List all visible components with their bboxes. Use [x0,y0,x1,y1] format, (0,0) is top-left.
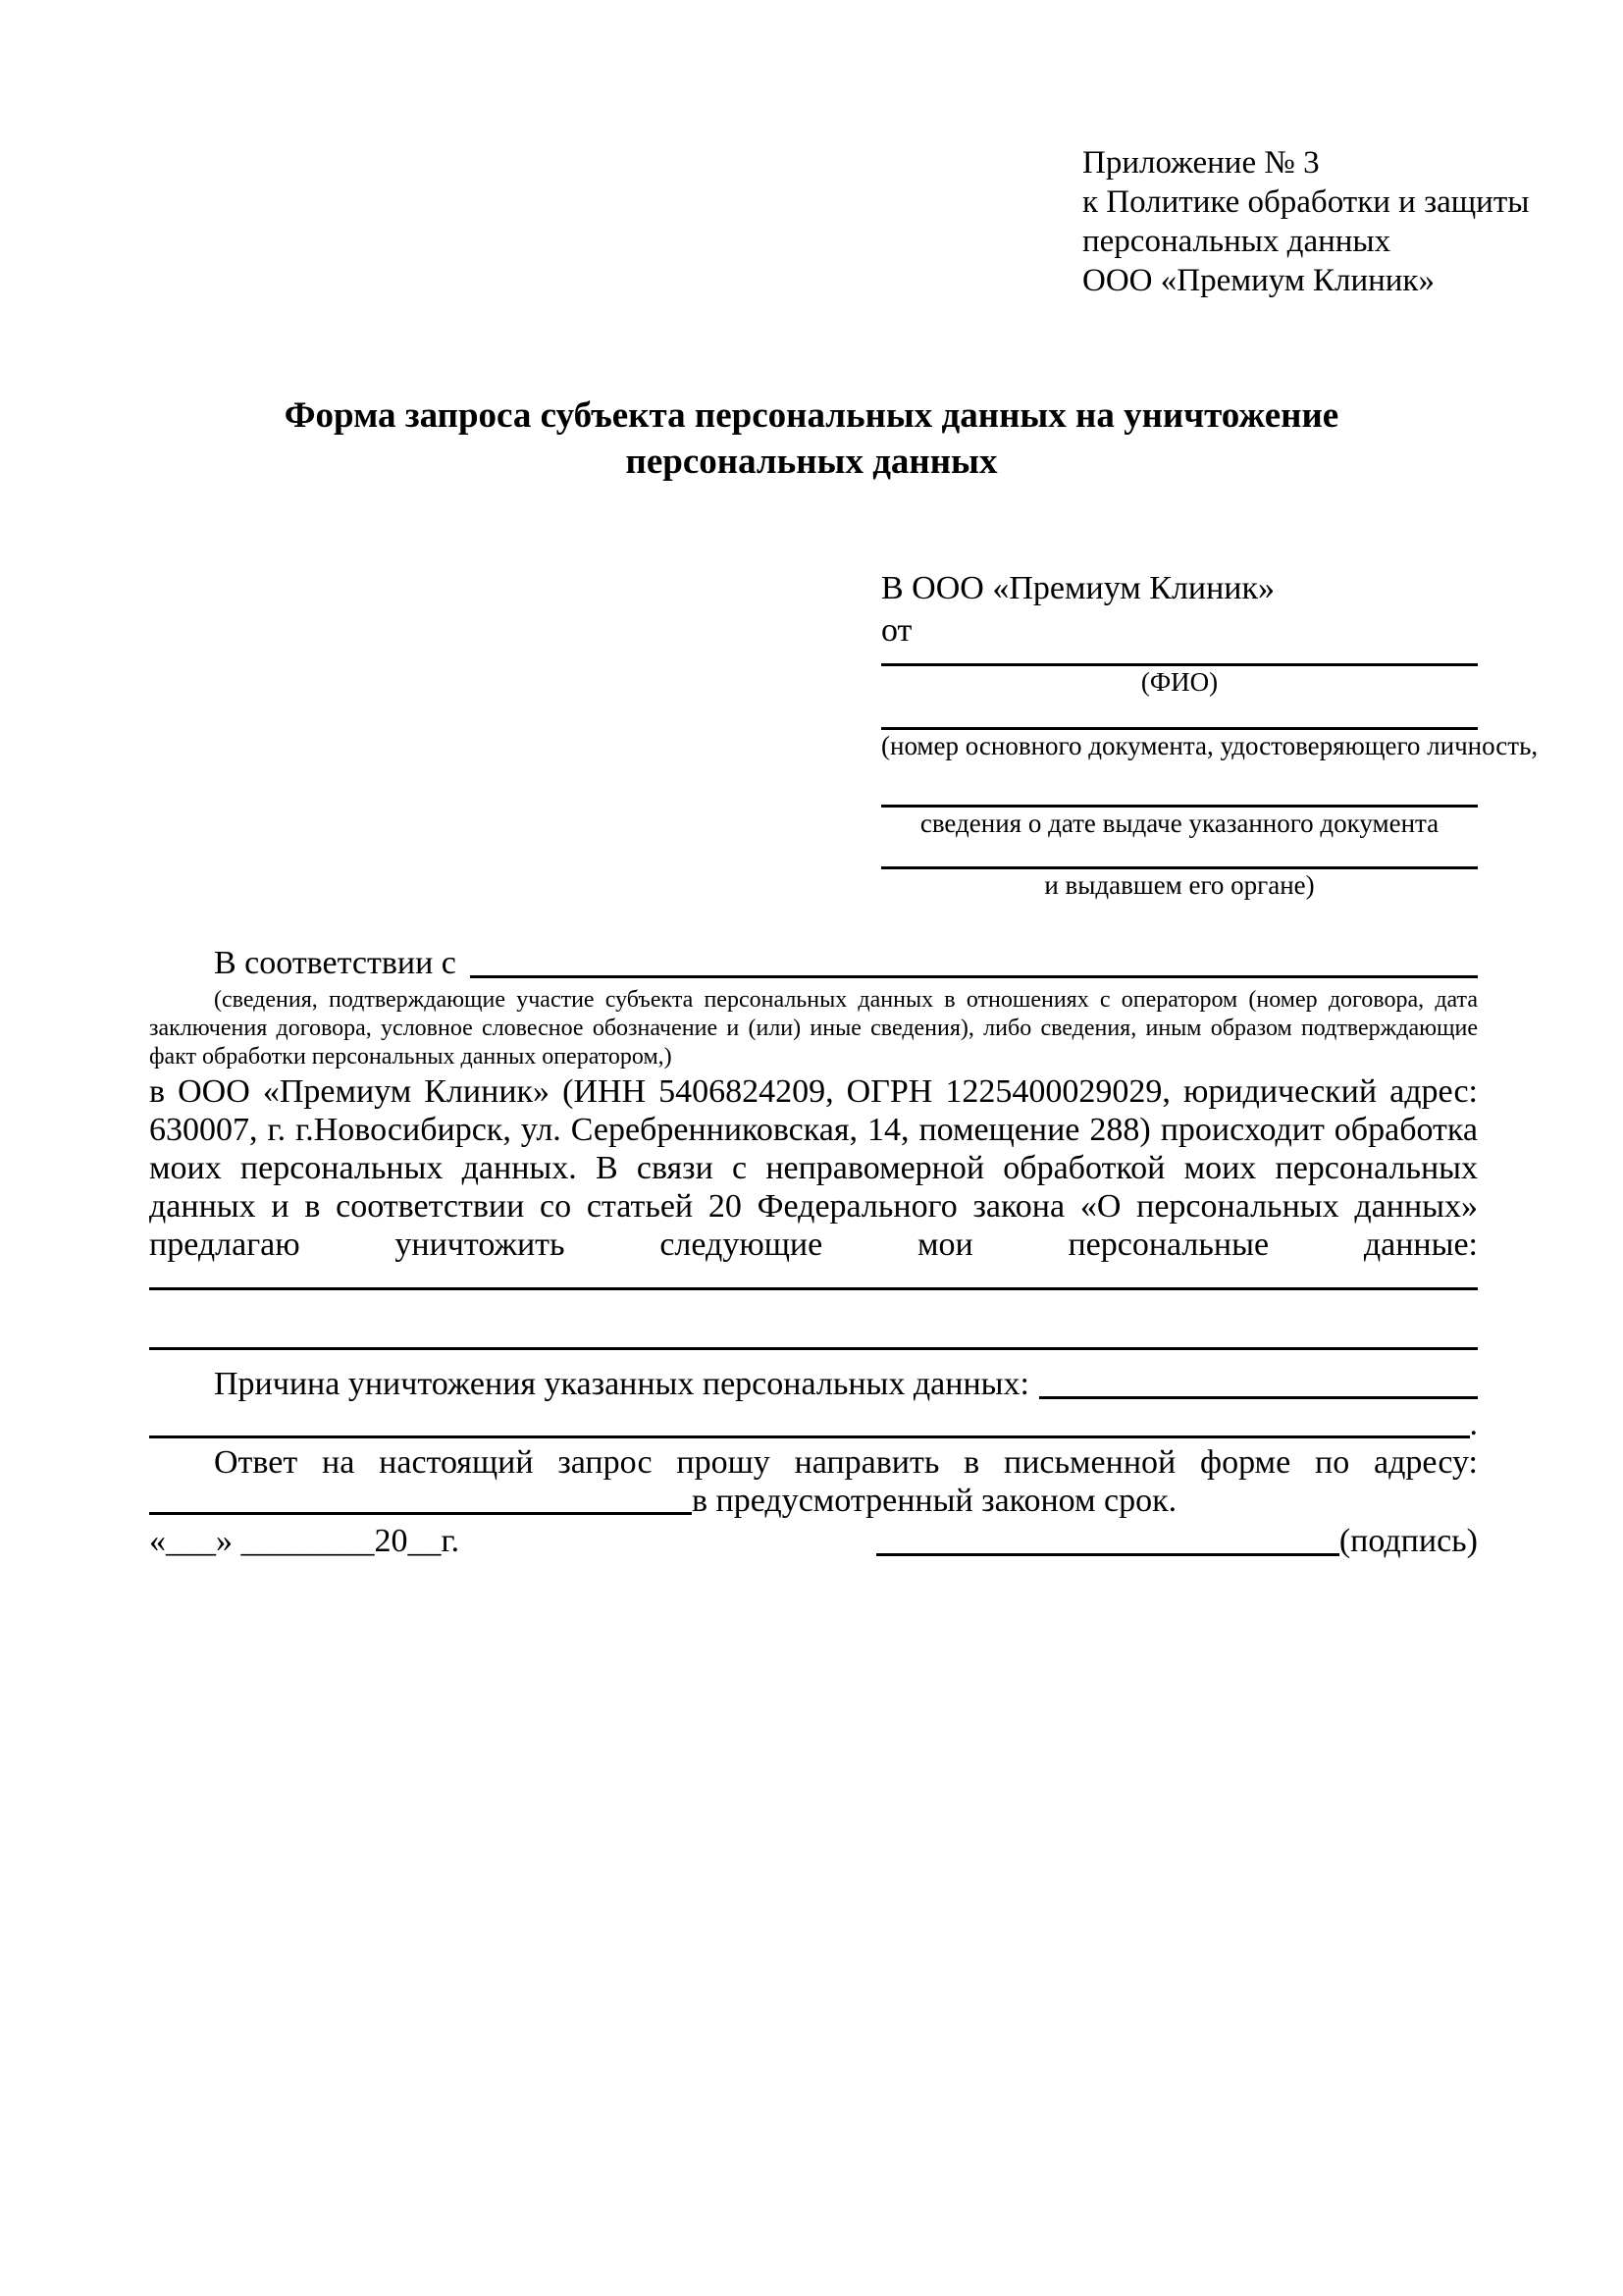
appendix-line: Приложение № 3 [1082,145,1320,181]
appendix-block [1082,143,1529,300]
issue-date-caption: сведения о дате выдаче указанного документа [919,809,1440,838]
appendix-line: ООО «Премиум Клиник» [1082,263,1435,298]
accordance-label: В соответствии с [214,945,456,981]
reason-row [149,1365,1478,1404]
data-blank-line-2 [149,1347,1478,1350]
footer-row [149,1521,1478,1561]
response-paragraph: Ответ на настоящий запрос прошу направить в письменной форме по адресу: [214,1444,1478,1481]
reason-blank-line [1039,1396,1478,1399]
reason-label: Причина уничтожения указанных персональных данных: [214,1366,1029,1402]
accordance-row [149,944,1478,983]
addressee-to: В ООО «Премиум Клиник» [881,570,1276,606]
fio-caption: (ФИО) [1140,667,1219,697]
reason-continuation-row [149,1405,1478,1443]
issuing-authority-caption: и выдавшем его органе) [1044,870,1315,900]
signature-blank-line [876,1553,1339,1556]
reason-period: . [1469,1406,1478,1442]
form-title: Форма запроса субъекта персональных данных на уничтожение персональных данных [284,395,1339,482]
addressee-block [881,567,1539,901]
response-address-row [149,1482,1478,1520]
appendix-line: персональных данных [1082,224,1391,259]
body-content [149,944,1478,1520]
accordance-blank-line [470,975,1478,978]
addressee-from: от [881,612,913,649]
address-blank-line [149,1512,692,1515]
doc-number-caption: (номер основного документа, удостоверяющего личность, [881,731,1539,760]
accordance-note: (сведения, подтверждающие участие субъекта персональных данных в отношениях с оператором (номер договора, дата заключения договора, условное словесное обозначение и (или) иные сведения), либо сведения, иным образом подтверждающие факт обработки персональных данных оператором,) [149,987,1478,1070]
signature-caption: (подпись) [1338,1523,1478,1559]
data-blank-line-1 [149,1287,1478,1290]
appendix-line: к Политике обработки и защиты [1082,184,1530,220]
reason-blank-line-2 [149,1435,1470,1438]
response-tail: в предусмотренный законом срок. [692,1483,1178,1519]
signature-group [876,1521,1478,1561]
date-line: «___» ________20__г. [149,1523,460,1559]
form-title-wrap [147,392,1476,485]
main-paragraph: в ООО «Премиум Клиник» (ИНН 5406824209, ОГРН 1225400029029, юридический адрес: 630007, г. г.Новосибирск, ул. Серебренниковская, 14, помещение 288) происходит обработка моих персональных данных. В связи с неправомерной обработкой моих персональных данных и в соответствии со статьей 20 Федерального закона «О персональных данных» предлагаю уничтожить следующие мои персональные данные: [149,1073,1478,1263]
